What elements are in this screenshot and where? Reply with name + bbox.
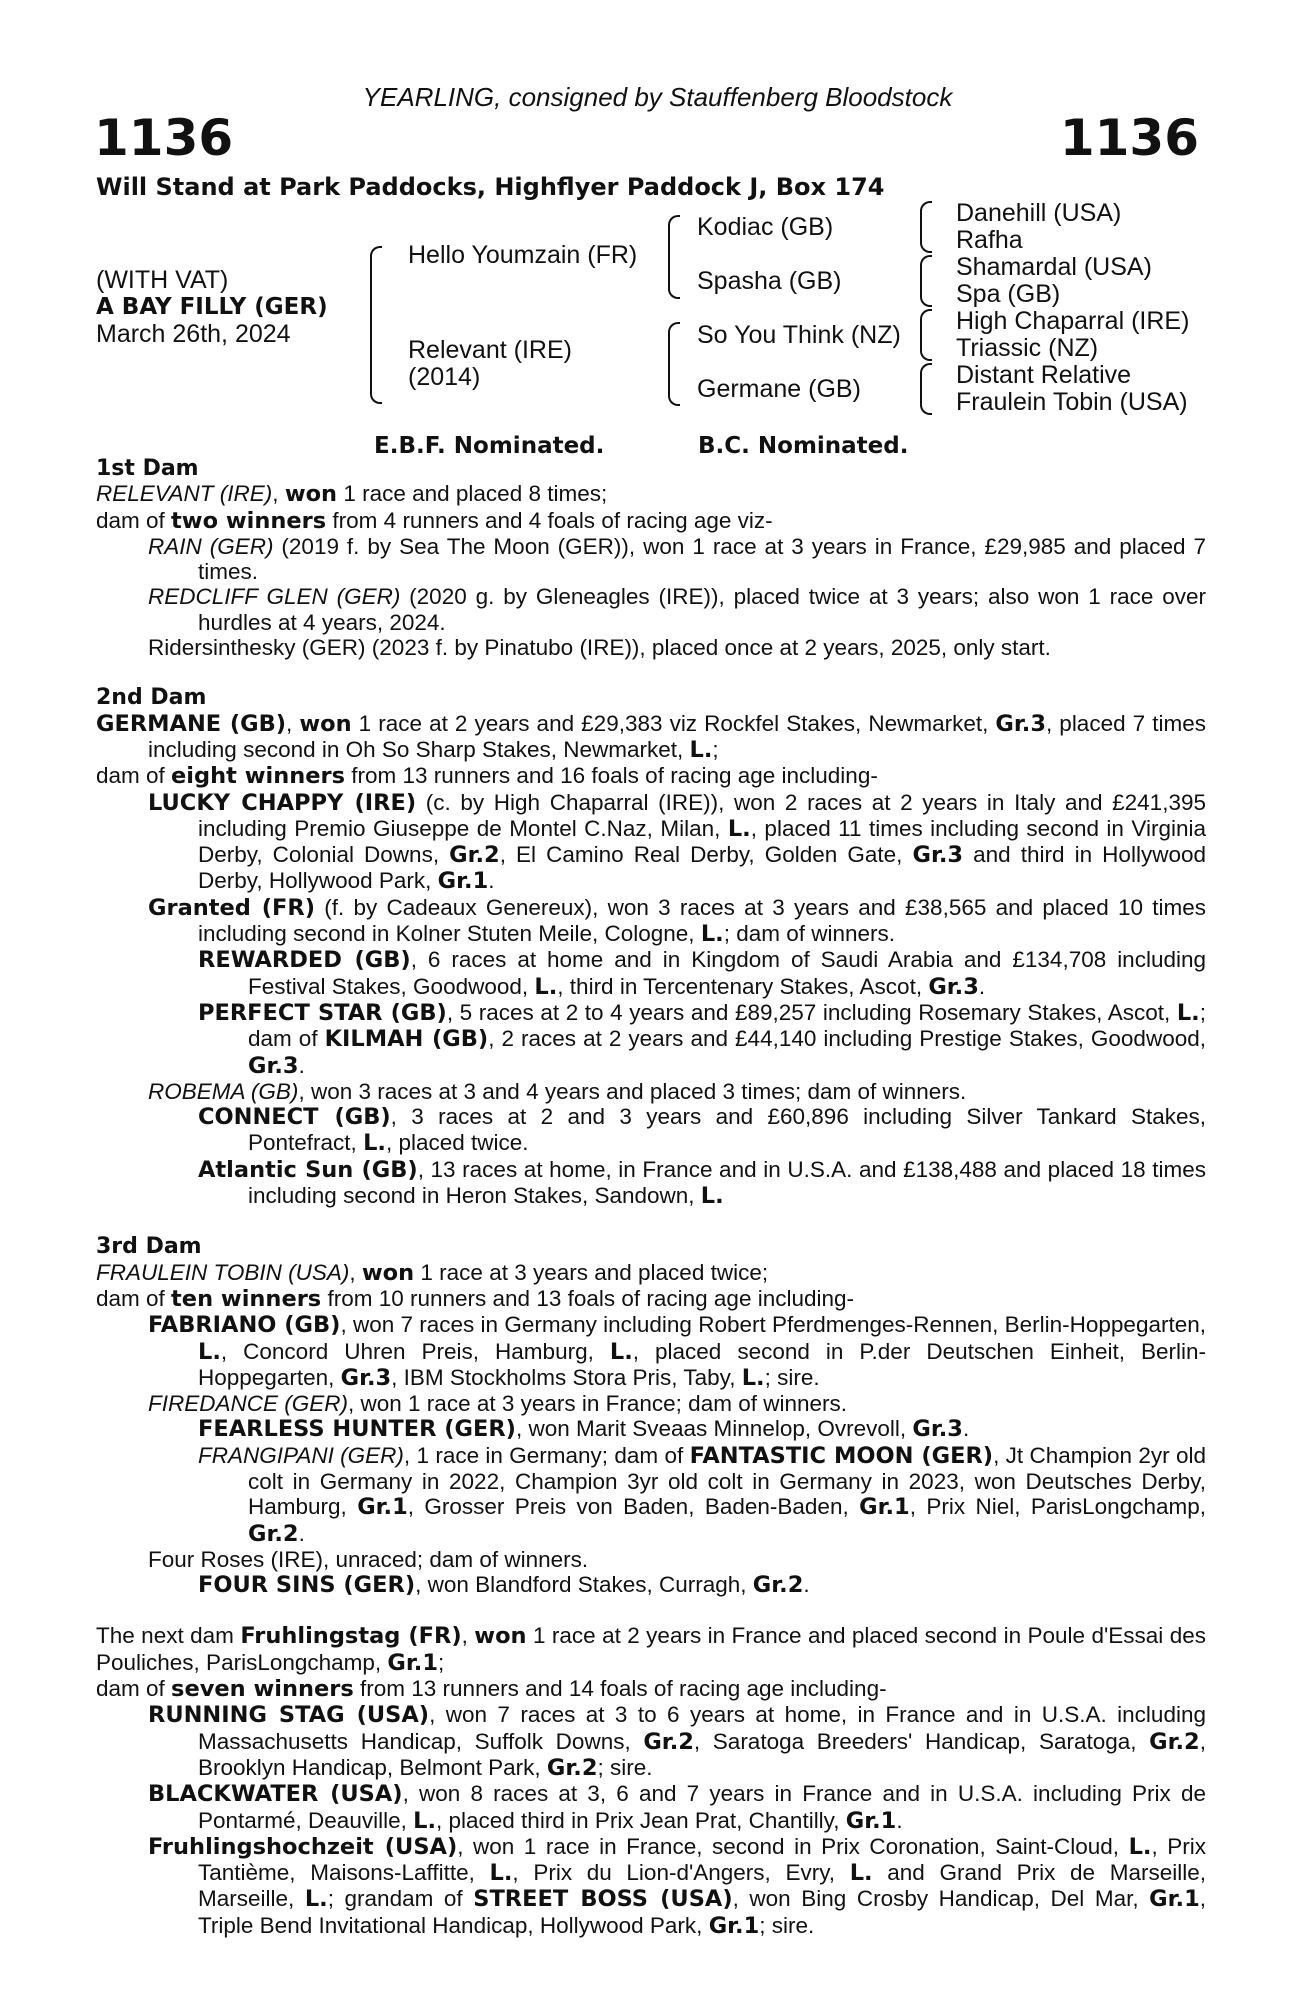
pedigree-brace	[668, 322, 680, 406]
lot-title: A BAY FILLY (GER)	[96, 294, 328, 320]
produce-entry: REDCLIFF GLEN (GER) (2020 g. by Gleneagles (IRE)), placed twice at 3 years; also won 1 race over hurdles at 4 years, 2024.	[148, 584, 1206, 635]
paragraph: dam of eight winners from 13 runners and 16 foals of racing age including-	[96, 763, 878, 790]
produce-entry: Granted (FR) (f. by Cadeaux Genereux), won 3 races at 3 years and £38,565 and placed 10 times including second in Kolner Stuten Meile, Cologne, L.; dam of winners.	[148, 894, 1206, 948]
produce-entry: FOUR SINS (GER), won Blandford Stakes, Curragh, Gr.2.	[198, 1572, 810, 1599]
pedigree-brace	[920, 363, 932, 415]
produce-entry: FABRIANO (GB), won 7 races in Germany including Robert Pferdmenges-Rennen, Berlin-Hoppegarten, L., Concord Uhren Preis, Hamburg, L., placed second in P.der Deutschen Einheit, Berlin-Hoppegarten, Gr.3, IBM Stockholms Stora Pris, Taby, L.; sire.	[148, 1312, 1206, 1391]
produce-entry: RUNNING STAG (USA), won 7 races at 3 to 6 years at home, in France and in U.S.A. including Massachusetts Handicap, Suffolk Downs, Gr.2, Saratoga Breeders' Handicap, Saratoga, Gr.2, Brooklyn Handicap, Belmont Park, Gr.2; sire.	[148, 1702, 1206, 1781]
section-heading: 3rd Dam	[96, 1234, 202, 1260]
catalogue-body	[96, 456, 1206, 1939]
pedigree-brace	[370, 246, 382, 404]
stabling-location: Will Stand at Park Paddocks, Highflyer Paddock J, Box 174	[96, 173, 885, 201]
pedigree-ss: Kodiac (GB)	[697, 213, 834, 241]
pedigree-dd: Germane (GB)	[697, 375, 861, 403]
produce-entry: FEARLESS HUNTER (GER), won Marit Sveaas Minnelop, Ovrevoll, Gr.3.	[198, 1416, 970, 1443]
produce-entry: FIREDANCE (GER), won 1 race at 3 years in France; dam of winners.	[148, 1391, 847, 1417]
pedigree-dds: Distant Relative	[956, 361, 1132, 389]
produce-entry: PERFECT STAR (GB), 5 races at 2 to 4 years and £89,257 including Rosemary Stakes, Ascot, L.; dam of KILMAH (GB), 2 races at 2 years and £44,140 including Prestige Stakes, Goodwood, Gr.3.	[198, 999, 1206, 1079]
pedigree-dss: High Chaparral (IRE)	[956, 307, 1190, 335]
paragraph: dam of two winners from 4 runners and 4 foals of racing age viz-	[96, 507, 773, 534]
pedigree-brace	[920, 201, 932, 253]
produce-entry: Four Roses (IRE), unraced; dam of winners.	[148, 1546, 589, 1572]
foaling-date: March 26th, 2024	[96, 320, 291, 348]
pedigree-sds: Shamardal (USA)	[956, 253, 1152, 281]
lot-number-left: 1136	[94, 109, 234, 167]
pedigree-ds: So You Think (NZ)	[697, 321, 901, 349]
produce-entry: ROBEMA (GB), won 3 races at 3 and 4 years and placed 3 times; dam of winners.	[148, 1078, 967, 1104]
section-heading: 2nd Dam	[96, 685, 207, 711]
bc-nomination: B.C. Nominated.	[698, 433, 909, 459]
produce-entry: LUCKY CHAPPY (IRE) (c. by High Chaparral (IRE)), won 2 races at 2 years in Italy and £241,395 including Premio Giuseppe de Montel C.Naz, Milan, L., placed 11 times including second in Virginia Derby, Colonial Downs, Gr.2, El Camino Real Derby, Golden Gate, Gr.3 and third in Hollywood Derby, Hollywood Park, Gr.1.	[148, 789, 1207, 895]
vat-note: (WITH VAT)	[96, 266, 229, 294]
consignor-line: YEARLING, consigned by Stauffenberg Bloodstock	[362, 82, 953, 112]
paragraph: dam of seven winners from 13 runners and 14 foals of racing age including-	[96, 1676, 887, 1703]
produce-entry: CONNECT (GB), 3 races at 2 and 3 years and £60,896 including Silver Tankard Stakes, Pontefract, L., placed twice.	[198, 1104, 1206, 1157]
section-heading: 1st Dam	[96, 456, 199, 481]
paragraph: GERMANE (GB), won 1 race at 2 years and £29,383 viz Rockfel Stakes, Newmarket, Gr.3, placed 7 times including second in Oh So Sharp Stakes, Newmarket, L.;	[96, 710, 1207, 763]
produce-entry: Fruhlingshochzeit (USA), won 1 race in France, second in Prix Coronation, Saint-Cloud, L., Prix Tantième, Maisons-Laffitte, L., Prix du Lion-d'Angers, Evry, L. and Grand Prix de Marseille, Marseille, L.; grandam of STREET BOSS (USA), won Bing Crosby Handicap, Del Mar, Gr.1, Triple Bend Invitational Handicap, Hollywood Park, Gr.1; sire.	[148, 1833, 1206, 1939]
pedigree-sdd: Spa (GB)	[956, 280, 1061, 308]
paragraph: RELEVANT (IRE), won 1 race and placed 8 times;	[96, 481, 608, 508]
paragraph: FRAULEIN TOBIN (USA), won 1 race at 3 years and placed twice;	[96, 1259, 769, 1286]
paragraph: dam of ten winners from 10 runners and 13 foals of racing age including-	[96, 1285, 855, 1312]
produce-entry: Ridersinthesky (GER) (2023 f. by Pinatubo (IRE)), placed once at 2 years, 2025, only start.	[148, 635, 1051, 661]
produce-entry: FRANGIPANI (GER), 1 race in Germany; dam of FANTASTIC MOON (GER), Jt Champion 2yr old colt in Germany in 2022, Champion 3yr old colt in Germany in 2023, won Deutsches Derby, Hamburg, Gr.1, Grosser Preis von Baden, Baden-Baden, Gr.1, Prix Niel, ParisLongchamp, Gr.2.	[198, 1442, 1206, 1547]
pedigree-sss: Danehill (USA)	[956, 199, 1122, 227]
produce-entry: BLACKWATER (USA), won 8 races at 3, 6 and 7 years in France and in U.S.A. including Prix de Pontarmé, Deauville, L., placed third in Prix Jean Prat, Chantilly, Gr.1.	[148, 1781, 1206, 1834]
pedigree-dam: Relevant (IRE)	[408, 336, 572, 364]
pedigree-brace	[920, 255, 932, 307]
lot-number-right: 1136	[1059, 109, 1199, 167]
pedigree-sire: Hello Youmzain (FR)	[408, 241, 638, 269]
pedigree-brace	[920, 309, 932, 361]
pedigree-dam-year: (2014)	[408, 363, 481, 391]
pedigree-sd: Spasha (GB)	[697, 267, 842, 295]
pedigree-ssd: Rafha	[956, 226, 1023, 254]
pedigree-dsd: Triassic (NZ)	[956, 334, 1099, 362]
produce-entry: RAIN (GER) (2019 f. by Sea The Moon (GER)), won 1 race at 3 years in France, £29,985 and placed 7 times.	[148, 533, 1207, 585]
produce-entry: Atlantic Sun (GB), 13 races at home, in France and in U.S.A. and £138,488 and placed 18 times including second in Heron Stakes, Sandown, L.	[198, 1156, 1206, 1210]
produce-entry: REWARDED (GB), 6 races at home and in Kingdom of Saudi Arabia and £134,708 including Festival Stakes, Goodwood, L., third in Tercentenary Stakes, Ascot, Gr.3.	[198, 947, 1207, 1000]
pedigree-brace	[668, 215, 680, 299]
paragraph: The next dam Fruhlingstag (FR), won 1 race at 2 years in France and placed second in Poule d'Essai des Pouliches, ParisLongchamp, Gr.1;	[96, 1623, 1206, 1676]
pedigree-ddd: Fraulein Tobin (USA)	[956, 388, 1188, 416]
ebf-nomination: E.B.F. Nominated.	[374, 433, 605, 459]
